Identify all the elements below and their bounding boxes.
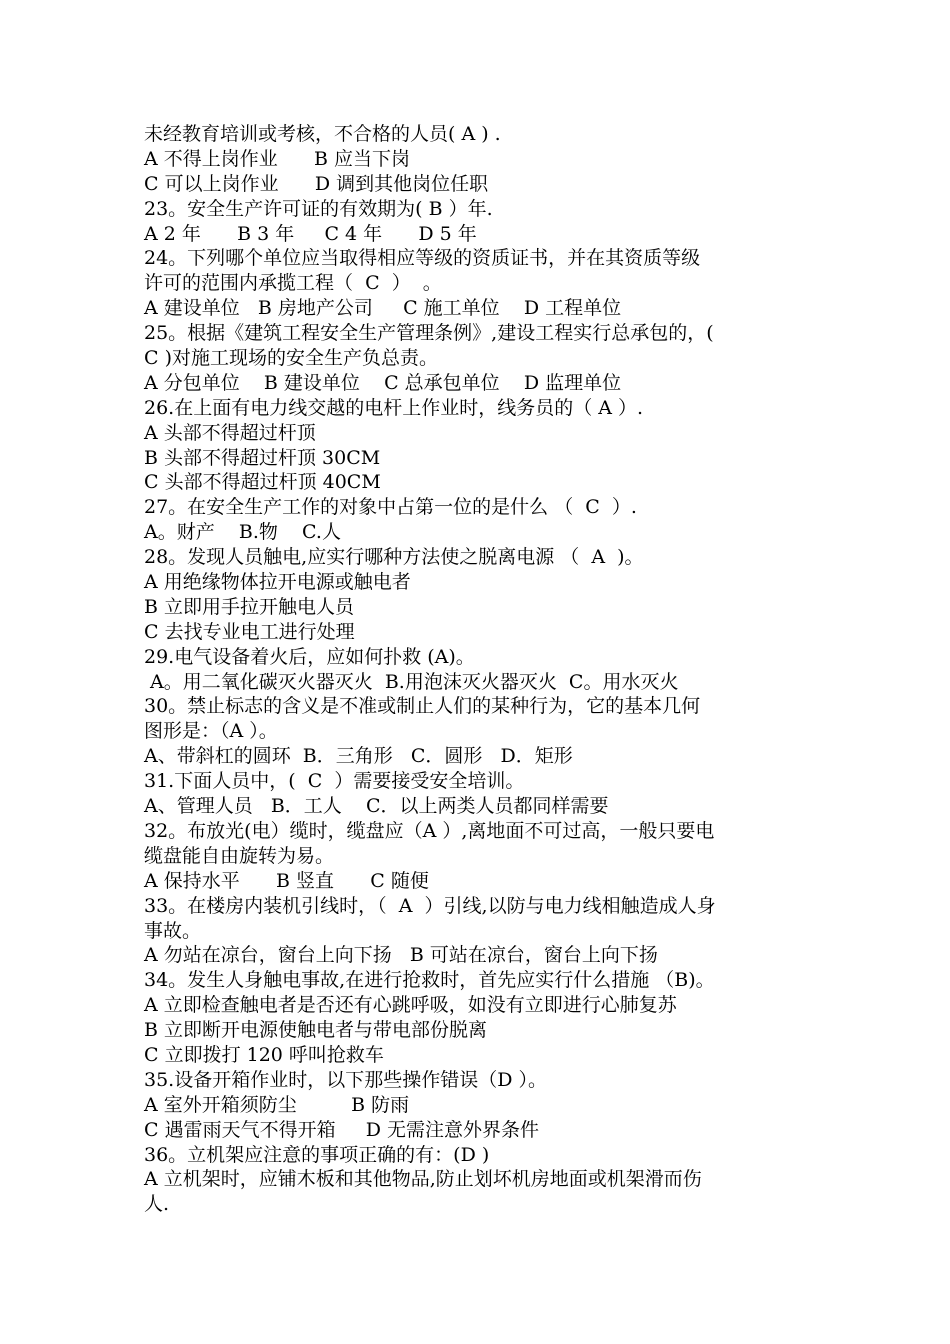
text-line: A 不得上岗作业 B 应当下岗 <box>144 147 411 170</box>
text-line: 32。布放光(电）缆时，缆盘应（A ）,离地面不可过高，一般只要电 <box>144 819 715 842</box>
text-line: 事故。 <box>144 919 202 942</box>
text-line: A、管理人员 B．工人 C．以上两类人员都同样需要 <box>144 795 609 818</box>
text-line: A 室外开箱须防尘 B 防雨 <box>144 1093 410 1116</box>
text-line: A 用绝缘物体拉开电源或触电者 <box>144 571 411 594</box>
text-line: 27。在安全生产工作的对象中占第一位的是什么 （ C ）. <box>144 496 637 519</box>
text-line: A、带斜杠的圆环 B．三角形 C．圆形 D．矩形 <box>144 745 573 768</box>
text-line: 许可的范围内承揽工程（ C ） 。 <box>144 272 442 295</box>
text-line: 未经教育培训或考核，不合格的人员( A ) . <box>144 123 501 145</box>
text-line: 24。下列哪个单位应当取得相应等级的资质证书，并在其资质等级 <box>144 247 701 270</box>
text-line: A 头部不得超过杆顶 <box>144 421 316 444</box>
text-line: C 去找专业电工进行处理 <box>144 620 355 643</box>
text-line: A 立机架时，应铺木板和其他物品,防止划坏机房地面或机架滑而伤 <box>144 1168 702 1191</box>
text-line: 29.电气设备着火后，应如何扑救 (A)。 <box>144 645 475 668</box>
text-line: A。用二氧化碳灭火器灭火 B.用泡沫灭火器灭火 C。用水灭火 <box>144 670 679 693</box>
text-line: A 2 年 B 3 年 C 4 年 D 5 年 <box>144 222 477 245</box>
text-line: A。财产 B.物 C.人 <box>144 521 341 544</box>
text-line: 36。立机架应注意的事项正确的有：(D ) <box>144 1143 490 1166</box>
text-line: 26.在上面有电力线交越的电杆上作业时，线务员的（ A ）. <box>144 396 644 419</box>
text-line: 33。在楼房内装机引线时，（ A ）引线,以防与电力线相触造成人身 <box>144 894 716 917</box>
question-text-block <box>144 122 824 1217</box>
text-line: B 立即断开电源使触电者与带电部份脱离 <box>144 1019 488 1042</box>
text-line: A 保持水平 B 竖直 C 随便 <box>144 869 429 892</box>
text-line: A 分包单位 B 建设单位 C 总承包单位 D 监理单位 <box>144 371 622 394</box>
text-line: 35.设备开箱作业时，以下那些操作错误（D ）。 <box>144 1068 547 1091</box>
text-line: 人. <box>144 1193 170 1216</box>
text-line: 28。发现人员触电,应实行哪种方法使之脱离电源 （ A )。 <box>144 546 644 569</box>
text-line: C 立即拨打 120 呼叫抢救车 <box>144 1043 384 1066</box>
text-line: 34。发生人身触电事故,在进行抢救时，首先应实行什么措施 （B)。 <box>144 969 715 992</box>
text-line: B 立即用手拉开触电人员 <box>144 595 355 618</box>
text-line: C 头部不得超过杆顶 40CM <box>144 471 381 494</box>
text-line: A 立即检查触电者是否还有心跳呼吸，如没有立即进行心肺复苏 <box>144 994 677 1017</box>
text-line: A 勿站在凉台，窗台上向下扬 B 可站在凉台，窗台上向下扬 <box>144 944 658 967</box>
text-line: A 建设单位 B 房地产公司 C 施工单位 D 工程单位 <box>144 297 622 320</box>
text-line: 31.下面人员中，( C ）需要接受安全培训。 <box>144 770 525 793</box>
text-line: C 遇雷雨天气不得开箱 D 无需注意外界条件 <box>144 1118 540 1141</box>
text-line: 23。安全生产许可证的有效期为( B ）年. <box>144 197 493 220</box>
text-line: C 可以上岗作业 D 调到其他岗位任职 <box>144 172 489 195</box>
text-line: 30。禁止标志的含义是不准或制止人们的某种行为，它的基本几何 <box>144 695 701 718</box>
text-line: 图形是：（A ）。 <box>144 720 278 743</box>
text-line: C )对施工现场的安全生产负总责。 <box>144 347 438 370</box>
text-line: B 头部不得超过杆顶 30CM <box>144 446 381 469</box>
text-line: 缆盘能自由旋转为易。 <box>144 844 335 867</box>
text-line: 25。根据《建筑工程安全生产管理条例》,建设工程实行总承包的，( <box>144 322 714 345</box>
